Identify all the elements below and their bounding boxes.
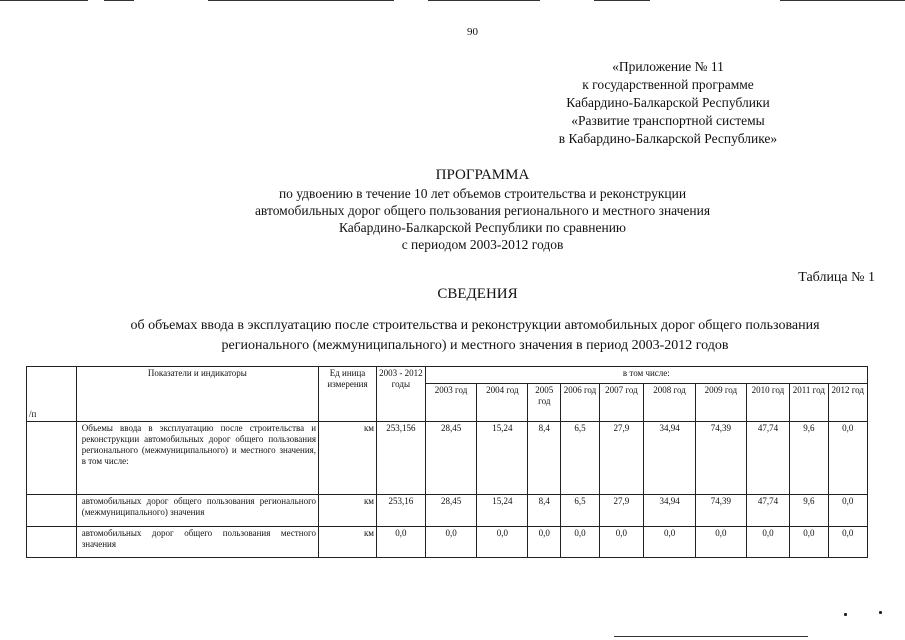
header-year: 2011 год (790, 384, 828, 422)
header-year: 2004 год (477, 384, 528, 422)
header-indicators: Показатели и индикаторы (76, 367, 318, 422)
year-value-cell: 0,0 (425, 527, 477, 558)
page-number: 90 (467, 26, 478, 38)
year-value-cell: 0,0 (528, 527, 561, 558)
year-value-cell: 74,39 (695, 495, 746, 527)
data-table (26, 366, 868, 558)
scan-mark (780, 0, 905, 1)
section-subtitle (0, 316, 905, 356)
year-value-cell: 0,0 (644, 527, 696, 558)
year-value-cell: 6,5 (561, 495, 599, 527)
header-year: 2005 год (528, 384, 561, 422)
scan-mark (104, 0, 134, 1)
year-value-cell: 8,4 (528, 422, 561, 495)
appendix-note (520, 58, 816, 148)
row-number-cell (27, 495, 77, 527)
unit-cell: км (319, 527, 377, 558)
table-row (27, 495, 868, 527)
header-year: 2009 год (695, 384, 746, 422)
scan-mark (614, 636, 808, 637)
year-value-cell: 15,24 (477, 495, 528, 527)
subtitle-line: регионального (межмуниципального) и местного значения в период 2003-2012 годов (221, 338, 729, 353)
section-title: СВЕДЕНИЯ (437, 286, 518, 302)
program-title: ПРОГРАММА (435, 167, 530, 183)
program-heading (0, 166, 905, 253)
year-value-cell: 15,24 (477, 422, 528, 495)
program-line: автомобильных дорог общего пользования регионального и местного значения (254, 203, 711, 218)
indicator-cell: автомобильных дорог общего пользования местного значения (76, 527, 318, 558)
header-total: 2003 - 2012 годы (377, 367, 426, 422)
year-value-cell: 0,0 (599, 527, 644, 558)
table-row (27, 527, 868, 558)
year-value-cell: 27,9 (599, 422, 644, 495)
table-row (27, 422, 868, 495)
header-unit: Ед иница измерения (319, 367, 377, 422)
header-year: 2006 год (561, 384, 599, 422)
year-value-cell: 0,0 (746, 527, 789, 558)
year-value-cell: 28,45 (425, 422, 477, 495)
year-value-cell: 47,74 (746, 422, 789, 495)
program-line: с периодом 2003-2012 годов (401, 237, 564, 252)
scan-mark (428, 0, 540, 1)
header-year: 2007 год (599, 384, 644, 422)
year-value-cell: 74,39 (695, 422, 746, 495)
appendix-line: в Кабардино-Балкарской Республике» (558, 131, 778, 146)
total-cell: 253,16 (377, 495, 426, 527)
scan-mark (208, 0, 394, 1)
year-value-cell: 9,6 (790, 495, 828, 527)
year-value-cell: 9,6 (790, 422, 828, 495)
appendix-line: «Приложение № 11 (612, 59, 724, 74)
year-value-cell: 6,5 (561, 422, 599, 495)
year-value-cell: 27,9 (599, 495, 644, 527)
year-value-cell: 0,0 (790, 527, 828, 558)
total-cell: 253,156 (377, 422, 426, 495)
table-label: Таблица № 1 (798, 270, 875, 285)
year-value-cell: 0,0 (828, 422, 868, 495)
year-value-cell: 34,94 (644, 495, 696, 527)
header-row (27, 367, 868, 384)
scan-mark (0, 0, 88, 1)
appendix-line: к государственной программе (582, 77, 754, 92)
header-year: 2012 год (828, 384, 868, 422)
year-value-cell: 0,0 (477, 527, 528, 558)
year-value-cell: 47,74 (746, 495, 789, 527)
row-number-cell (27, 422, 77, 495)
subtitle-line: об объемах ввода в эксплуатацию после строительства и реконструкции автомобильных дорог общего пользования (130, 318, 820, 333)
year-value-cell: 0,0 (561, 527, 599, 558)
scan-mark (594, 0, 650, 1)
header-year: 2010 год (746, 384, 789, 422)
year-value-cell: 28,45 (425, 495, 477, 527)
year-value-cell: 0,0 (828, 495, 868, 527)
scan-speck (844, 613, 847, 616)
appendix-line: Кабардино-Балкарской Республики (566, 95, 770, 110)
indicator-cell: Объемы ввода в эксплуатацию после строительства и реконструкции автомобильных дорог общего пользования регионального (межмуниципального) и местного значения, в том числе: (76, 422, 318, 495)
header-year: 2003 год (425, 384, 477, 422)
scan-speck (879, 611, 882, 614)
unit-cell: км (319, 422, 377, 495)
year-value-cell: 0,0 (695, 527, 746, 558)
program-line: Кабардино-Балкарской Республики по сравнению (338, 220, 627, 235)
program-line: по удвоению в течение 10 лет объемов строительства и реконструкции (278, 186, 687, 201)
year-value-cell: 34,94 (644, 422, 696, 495)
header-number: /п (27, 367, 77, 422)
year-value-cell: 8,4 (528, 495, 561, 527)
appendix-line: «Развитие транспортной системы (571, 113, 765, 128)
header-year: 2008 год (644, 384, 696, 422)
unit-cell: км (319, 495, 377, 527)
indicator-cell: автомобильных дорог общего пользования регионального (межмуниципального) значения (76, 495, 318, 527)
total-cell: 0,0 (377, 527, 426, 558)
row-number-cell (27, 527, 77, 558)
year-value-cell: 0,0 (828, 527, 868, 558)
header-including: в том числе: (425, 367, 867, 384)
